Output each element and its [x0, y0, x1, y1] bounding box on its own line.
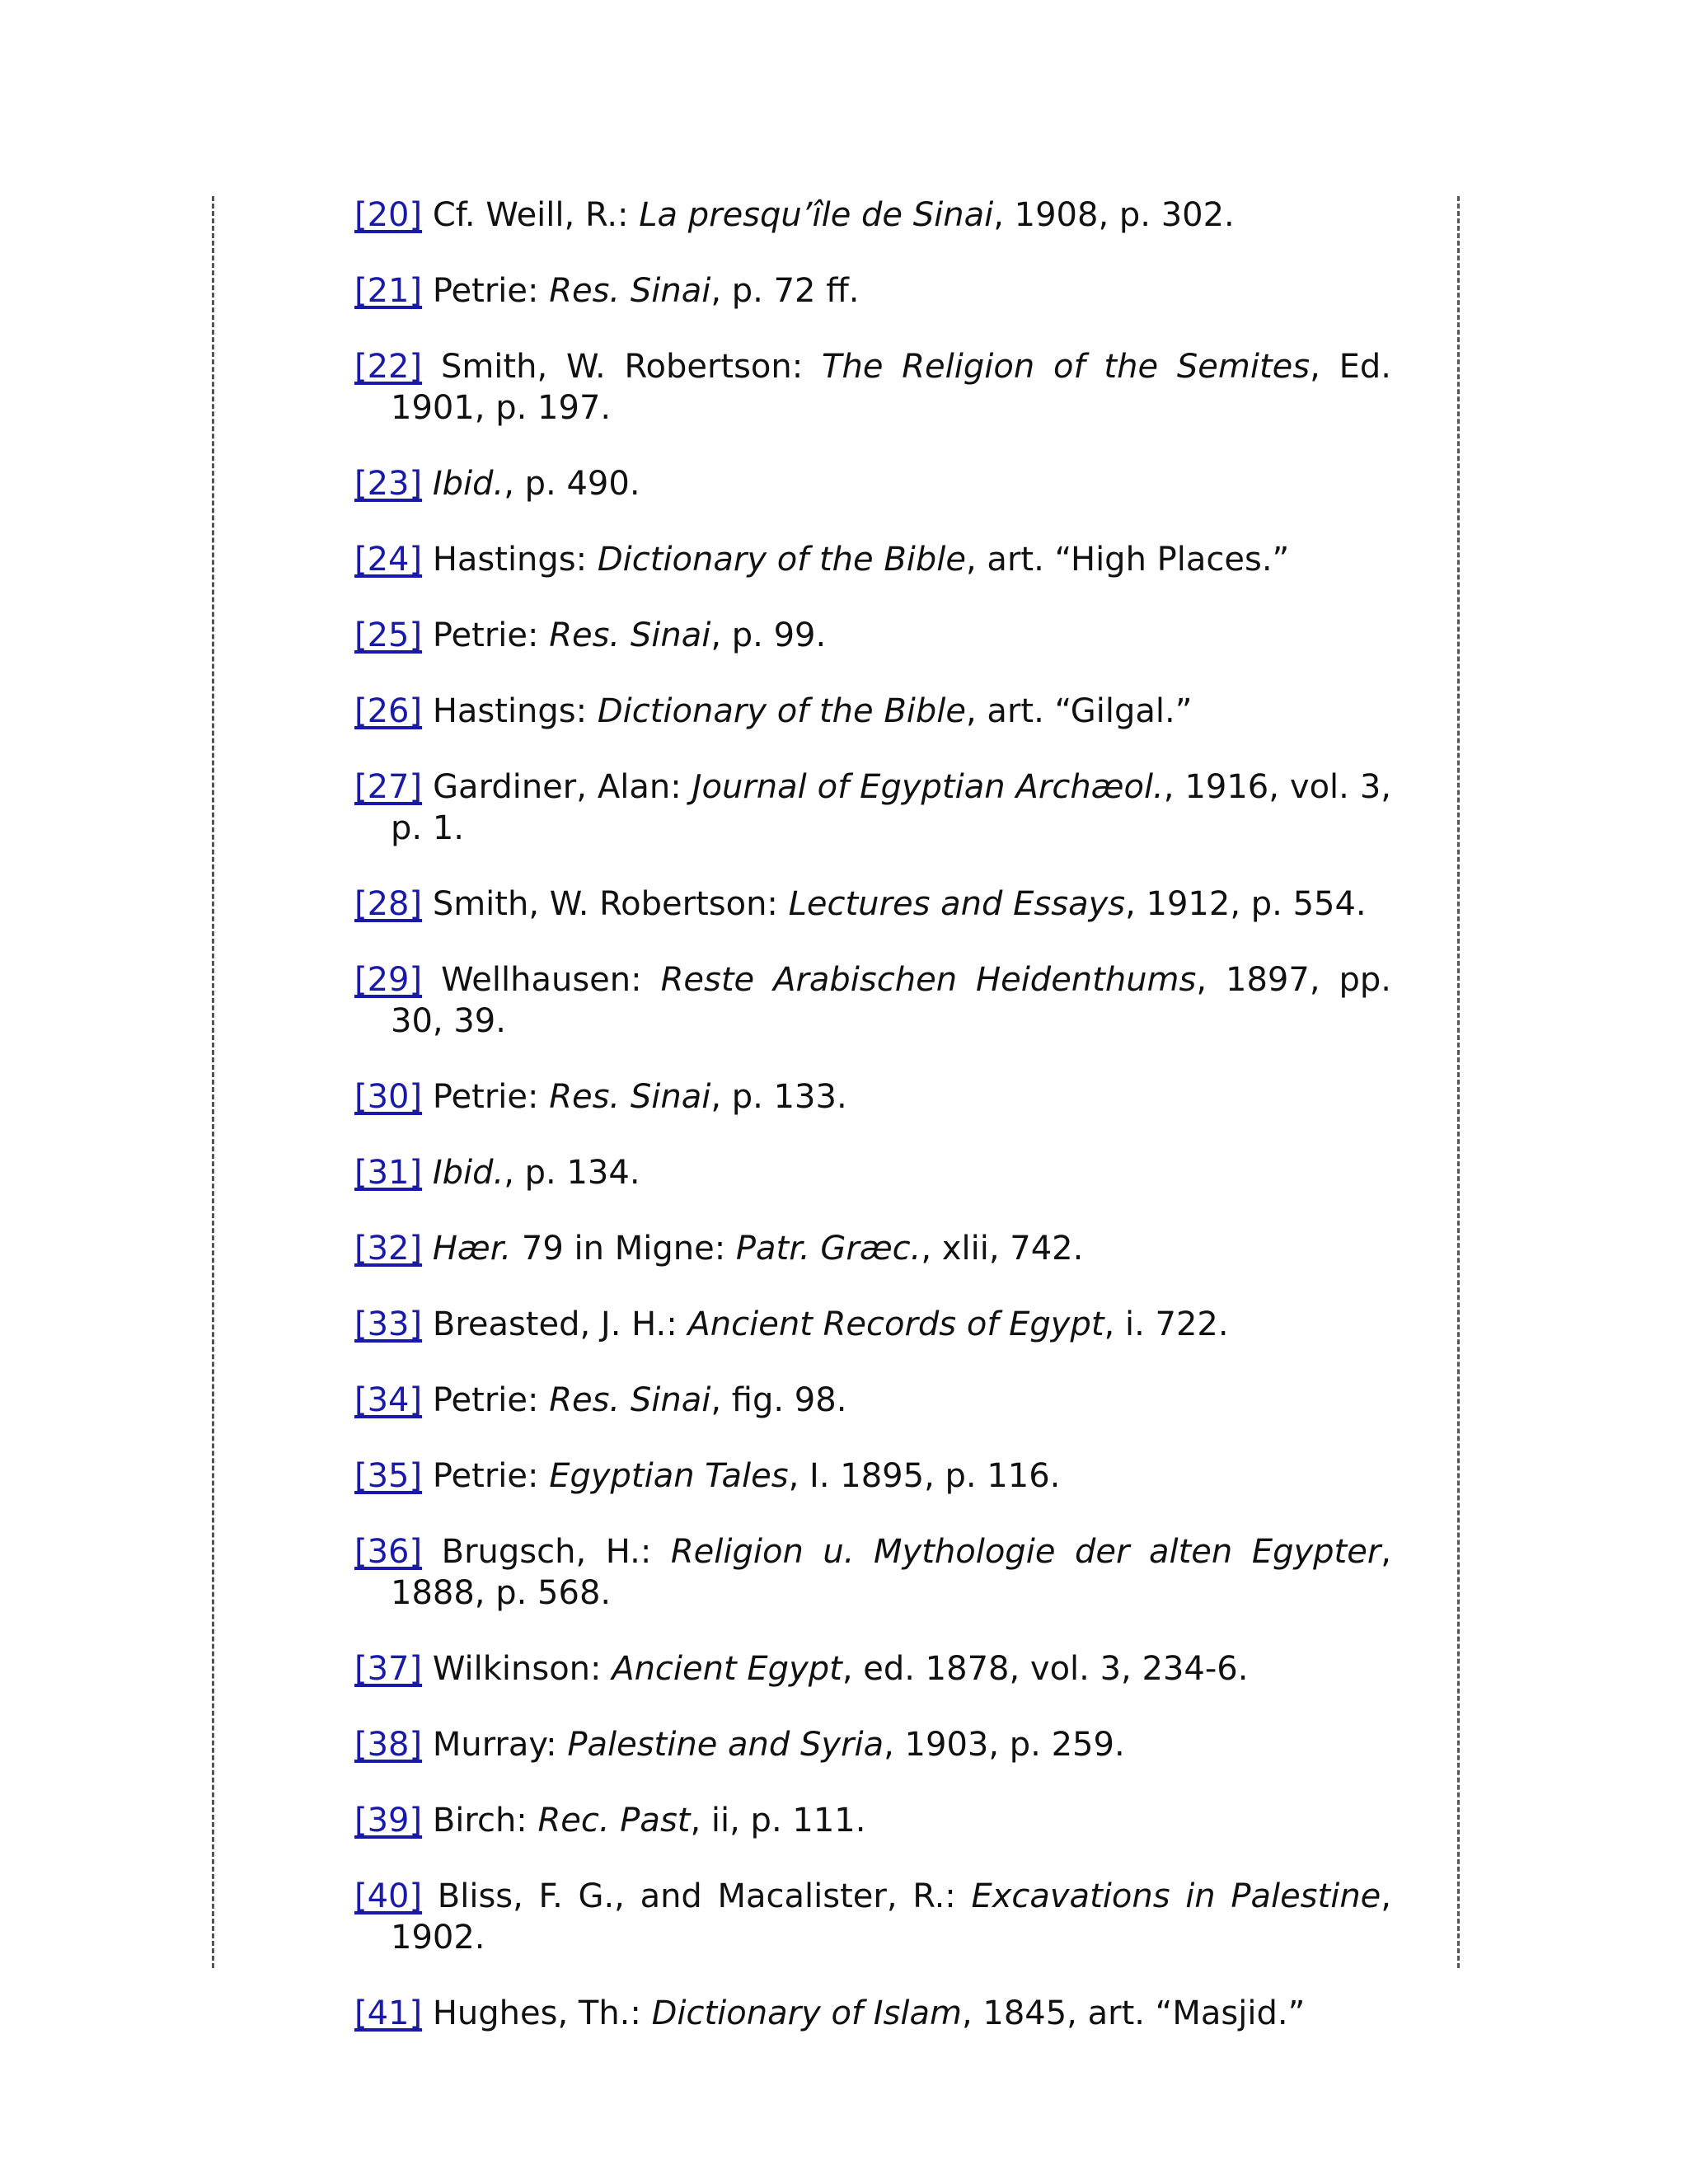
citation-title: Res. Sinai: [549, 616, 711, 654]
citation-text: , 1897, pp. 30, 39.: [391, 961, 1392, 1040]
citation-text: , p. 490.: [504, 465, 640, 503]
citation-text: , 1845, art. “Masjid.”: [961, 1994, 1306, 2032]
citation-text: Petrie:: [432, 272, 550, 310]
citation-text: Birch:: [432, 1802, 538, 1840]
footnote-item: [354, 1648, 1391, 1690]
footnote-item: [354, 1993, 1391, 2034]
citation-text: , i. 722.: [1104, 1305, 1229, 1343]
citation-title: Ibid.: [432, 465, 504, 503]
citation-text: Petrie:: [432, 1457, 550, 1495]
footnote-item: [354, 1724, 1391, 1765]
footnote-citation: [433, 1457, 1061, 1495]
footnote-item: [354, 1380, 1391, 1421]
footnote-item: [354, 883, 1391, 925]
citation-text: Smith, W. Robertson:: [440, 348, 823, 386]
footnote-ref-link[interactable]: [29]: [354, 961, 423, 999]
citation-text: , p. 133.: [710, 1078, 847, 1116]
footnote-citation: [391, 1533, 1391, 1612]
footnote-citation: [433, 1650, 1249, 1688]
citation-text: , p. 72 ff.: [710, 272, 860, 310]
footnote-citation: [433, 616, 826, 654]
citation-text: , art. “High Places.”: [966, 541, 1290, 579]
footnote-item: [354, 959, 1391, 1042]
footnote-item: [354, 615, 1391, 656]
citation-title: Ancient Egypt: [612, 1650, 842, 1688]
footnote-citation: [433, 465, 640, 503]
citation-title: Egyptian Tales: [549, 1457, 789, 1495]
footnote-item: [354, 539, 1391, 580]
citation-title: Rec. Past: [537, 1802, 691, 1840]
citation-title: Journal of Egyptian Archæol.: [692, 768, 1164, 806]
citation-text: Cf. Weill, R.:: [432, 196, 640, 234]
right-dashed-border: [1457, 196, 1460, 1968]
citation-title: Hær.: [432, 1230, 512, 1268]
citation-text: Bliss, F. G., and Macalister, R.:: [437, 1877, 972, 1915]
citation-title: Dictionary of the Bible: [597, 692, 966, 730]
footnote-ref-link[interactable]: [34]: [354, 1381, 423, 1419]
citation-title: Dictionary of the Bible: [597, 541, 966, 579]
citation-text: Wilkinson:: [432, 1650, 612, 1688]
citation-text: Petrie:: [432, 1381, 550, 1419]
citation-text: Murray:: [432, 1726, 568, 1764]
citation-text: , 1916, vol. 3, p. 1.: [391, 768, 1392, 847]
footnote-citation: [433, 1154, 640, 1192]
citation-text: 79 in Migne:: [511, 1230, 736, 1268]
citation-title: Excavations in Palestine: [971, 1877, 1381, 1915]
citation-text: Petrie:: [432, 1078, 550, 1116]
citation-text: , 1902.: [391, 1877, 1392, 1957]
citation-title: Res. Sinai: [549, 272, 711, 310]
footnote-ref-link[interactable]: [36]: [354, 1533, 423, 1571]
citation-text: , 1908, p. 302.: [993, 196, 1235, 234]
citation-title: Patr. Græc.: [735, 1230, 921, 1268]
footnote-ref-link[interactable]: [39]: [354, 1802, 423, 1840]
footnote-citation: [391, 768, 1391, 847]
footnotes-list: [354, 194, 1391, 2069]
footnote-citation: [391, 1877, 1391, 1957]
footnote-ref-link[interactable]: [37]: [354, 1650, 423, 1688]
footnote-ref-link[interactable]: [21]: [354, 272, 423, 310]
footnote-citation: [433, 541, 1289, 579]
citation-text: , p. 99.: [710, 616, 827, 654]
footnote-item: [354, 270, 1391, 312]
citation-text: Wellhausen:: [441, 961, 661, 999]
citation-text: Hughes, Th.:: [432, 1994, 652, 2032]
left-dashed-border: [212, 196, 214, 1968]
citation-text: , fig. 98.: [710, 1381, 847, 1419]
footnote-ref-link[interactable]: [32]: [354, 1230, 423, 1268]
footnote-ref-link[interactable]: [28]: [354, 885, 423, 923]
footnote-ref-link[interactable]: [40]: [354, 1877, 423, 1915]
footnote-citation: [391, 348, 1391, 427]
citation-text: Hastings:: [432, 541, 598, 579]
footnote-item: [354, 1876, 1391, 1958]
citation-text: , art. “Gilgal.”: [966, 692, 1193, 730]
citation-title: Dictionary of Islam: [651, 1994, 962, 2032]
footnote-citation: [433, 885, 1367, 923]
citation-text: , Ed. 1901, p. 197.: [391, 348, 1392, 427]
footnote-item: [354, 1800, 1391, 1841]
footnote-ref-link[interactable]: [20]: [354, 196, 423, 234]
footnote-item: [354, 1304, 1391, 1345]
citation-text: , 1888, p. 568.: [391, 1533, 1391, 1612]
citation-text: Petrie:: [432, 616, 550, 654]
citation-title: The Religion of the Semites: [822, 348, 1311, 386]
citation-title: Religion u. Mythologie der alten Egypter: [670, 1533, 1381, 1571]
footnote-item: [354, 1228, 1391, 1269]
citation-text: , p. 134.: [504, 1154, 640, 1192]
footnote-ref-link[interactable]: [41]: [354, 1994, 423, 2032]
citation-text: , xlii, 742.: [921, 1230, 1084, 1268]
footnote-citation: [433, 272, 860, 310]
citation-title: Reste Arabischen Heidenthums: [660, 961, 1197, 999]
citation-text: Brugsch, H.:: [441, 1533, 671, 1571]
footnote-item: [354, 766, 1391, 849]
footnote-ref-link[interactable]: [33]: [354, 1305, 423, 1343]
footnote-ref-link[interactable]: [26]: [354, 692, 423, 730]
footnote-ref-link[interactable]: [30]: [354, 1078, 423, 1116]
citation-text: , 1903, p. 259.: [884, 1726, 1125, 1764]
citation-text: , ed. 1878, vol. 3, 234-6.: [842, 1650, 1249, 1688]
citation-text: , I. 1895, p. 116.: [788, 1457, 1061, 1495]
footnote-ref-link[interactable]: [35]: [354, 1457, 423, 1495]
footnote-ref-link[interactable]: [38]: [354, 1726, 423, 1764]
citation-text: Gardiner, Alan:: [433, 768, 692, 806]
citation-title: La presqu’île de Sinai: [639, 196, 994, 234]
citation-title: Res. Sinai: [549, 1381, 711, 1419]
footnote-ref-link[interactable]: [22]: [354, 348, 423, 386]
footnote-item: [354, 691, 1391, 732]
citation-text: Smith, W. Robertson:: [432, 885, 789, 923]
footnote-citation: [433, 1726, 1125, 1764]
footnote-item: [354, 1455, 1391, 1497]
citation-title: Lectures and Essays: [788, 885, 1126, 923]
citation-text: , 1912, p. 554.: [1125, 885, 1367, 923]
footnote-ref-link[interactable]: [25]: [354, 616, 423, 654]
footnote-item: [354, 1531, 1391, 1614]
footnote-item: [354, 463, 1391, 504]
footnote-item: [354, 194, 1391, 236]
citation-text: Hastings:: [432, 692, 598, 730]
footnote-item: [354, 1076, 1391, 1118]
footnote-item: [354, 1152, 1391, 1193]
footnote-ref-link[interactable]: [27]: [354, 768, 423, 806]
citation-text: Breasted, J. H.:: [432, 1305, 688, 1343]
footnote-ref-link[interactable]: [24]: [354, 541, 423, 579]
citation-text: , ii, p. 111.: [690, 1802, 866, 1840]
footnote-citation: [433, 1802, 866, 1840]
footnote-citation: [433, 1230, 1083, 1268]
citation-title: Palestine and Syria: [567, 1726, 884, 1764]
footnote-citation: [433, 1305, 1229, 1343]
footnote-citation: [433, 1078, 847, 1116]
footnote-ref-link[interactable]: [23]: [354, 465, 423, 503]
footnote-citation: [433, 1381, 847, 1419]
footnote-citation: [433, 196, 1235, 234]
footnote-citation: [433, 1994, 1306, 2032]
footnote-citation: [433, 692, 1193, 730]
citation-title: Ancient Records of Egypt: [687, 1305, 1104, 1343]
footnote-ref-link[interactable]: [31]: [354, 1154, 423, 1192]
citation-title: Ibid.: [432, 1154, 504, 1192]
citation-title: Res. Sinai: [549, 1078, 711, 1116]
footnote-citation: [391, 961, 1391, 1040]
footnote-item: [354, 346, 1391, 429]
